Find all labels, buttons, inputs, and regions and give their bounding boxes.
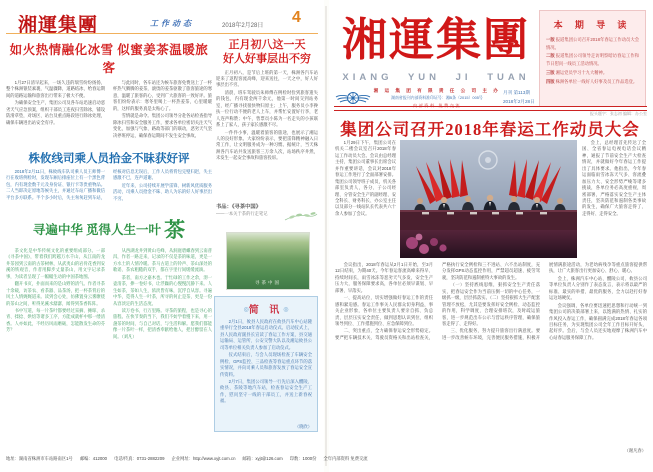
lead-article-byline: （谢凡春） (624, 448, 646, 453)
digest-item-1-label: 一版 (546, 37, 555, 42)
masthead-organizer: 湘 运 集 团 有 限 责 任 公 司 主 办 (373, 87, 501, 93)
paragraph: 一件件小事，温暖着旅客的旅途，也展示了湘运人的良好形象。大家纷纷表示，要把雷锋精神融入日常工作，让文明服务成为一种习惯。据统计，当天株洲各汽车站共发送旅客三万余人次，站场秩序井然，未发生一起安全事故和旅客投诉。 (216, 129, 318, 161)
masthead-note: 内部资料 免费交流 (412, 102, 462, 108)
digest-items (546, 36, 639, 85)
article-lost-found-headline: 株攸线司乘人员拾金不昧获好评 (28, 153, 190, 165)
footer-email: 邮箱：xyjt@126.com (242, 456, 283, 461)
footer-print-count: 印数：1000份 (289, 456, 317, 461)
article-lost-found (6, 150, 212, 215)
paragraph: 2月1日，攸县人民政府在攸县汽车中心站隆重举行全县2018年春运启动仪式。启动仪式上，县人民政府副县长宣读了春运工作方案，县交通运输局、运管所、公安交警大队以及湘运攸县公司等单位相关负责人参加了启动仪式。 (220, 319, 312, 350)
paragraph: 书中写道，每一片茶叶都要经过采摘、摊晾、杀青、揉捻、烘焙等诸多工序，方能成就杯中那一缕清香。人亦如此，不经历风雨磨砺，怎能散发生命的芬芳？ (6, 307, 105, 333)
footer-line (6, 456, 647, 462)
briefs-title (220, 301, 312, 316)
book-title-caption: 书品：《寻茶中国》 (216, 204, 262, 210)
paragraph: 近年来，公司持续开展学雷锋、树新风优质服务活动，司乘人员拾金不昧、助人为乐的好人好事层出不穷。 (113, 182, 212, 201)
circle-deco-icon-left: ◎ (243, 307, 249, 313)
digest-item-3-text: 湘运党员学习十九大精神。 (555, 69, 608, 75)
paragraph: 一、提高站位，切实增强做好春运工作的责任感和紧迫感。春运工作事关人民群众切身利益，事关企业形象，各单位主要负责人要亲自抓、负总责，层层压实安全责任，做到思想认识到位、组织领导到位、工作措施到位、应急保障到位。 (335, 295, 433, 326)
paragraph: 清晨，班车驾驶员朱师傅在例检时捡到旅客遗失的钱包，内有现金两千余元，他第一时间交到站务室，经广播寻找很快物归原主；上午，服务员小李搀扶一位行动不便的老人上车，并帮忙安置好行李，老人连声称赞；中午，售票员小陈为一名走失的小孩联系上了家人，孩子家长感激不尽。 (216, 89, 318, 128)
digest-item-4 (546, 78, 639, 86)
footer-note: 全年内部资料 免费交流 (323, 456, 368, 461)
book-cover-image (226, 232, 310, 290)
briefs-box (214, 296, 318, 432)
masthead-pinyin: XIANG YUN JI TUAN (342, 72, 530, 83)
footer-postcode: 邮编：412000 (79, 456, 108, 461)
footer-phone: 电话/传真：0731-2882209 (114, 456, 165, 461)
digest-title: 本 期 导 读 (553, 20, 632, 30)
left-page-number: 4 (292, 9, 301, 26)
paragraph: 会上，株洲汽车中心站、醴陵公司、攸县公司等单位负责人分别作了表态发言，表示将以最严的标准、最实的举措、最优的服务，全力以赴打好春运这场硬仗。 (549, 275, 647, 301)
tea-branch-icon (284, 204, 318, 231)
book-recommendation (216, 202, 318, 231)
article-tea-essay-headline (6, 214, 212, 244)
article-new-year-deeds (216, 38, 318, 198)
digest-box (539, 10, 646, 107)
lead-article-col4 (582, 140, 646, 258)
paragraph: 会上，总经理首先传达了全国、全省春运电视电话会议精神，通报了节前安全生产大检查情况，并就做好今年春运工作提出了具体要求。他指出，今年春运面临雨雪冰冻天气多、客流叠加压力大、安全形势严峻等诸多挑战，各单位务必高度重视，周密部署，严格落实安全生产主体责任，坚决防范和遏制各类事故的发生，确保广大旅客走得了、走得好、走得安全。 (582, 140, 646, 216)
paragraph: 读万卷书，行万里路。寻茶的旅程，也是寻心的旅程。在快节奏的当下，我们不妨学着慢下来，用一盏茶的时间，与自己对话，与生活和解。愿我们都能像一片茶叶一样，把清香奉献给他人，把甘醇留在人间。（刘凡） (113, 307, 212, 339)
briefs-body (220, 319, 312, 423)
digest-item-2-text: 报道集团公司领导走访明察暗访春运工作和节日慰问一线员工活动情况。 (546, 53, 640, 67)
tea-headline-text: 寻遍中华 觅得人生一叶 (32, 223, 161, 237)
paragraph: 仪式结束后，与会人员现场检查了车辆安全例检、GPS监控、三品检查等春运重点环节的落实情况，并向司乘人员和旅客发放了春运安全宣传资料。 (220, 352, 312, 377)
masthead-license: 湖南省报刊内部资料准印证号：湘B条（2015）005号 (391, 95, 483, 100)
masthead-issue-date: 2018年2月28日 (503, 99, 535, 104)
digest-item-1 (546, 36, 639, 51)
lead-article-col1 (335, 140, 396, 258)
left-page-brand: 湘運集團 (18, 15, 99, 36)
paragraph: 1月29日下午，集团公司在机关二楼会议室召开2018年春运工作动员大会。会议由总经理主持，集团公司董事长出席会议并作重要讲话，会议对2018年春运工作进行了全面部署安排。集团公司领导班子成员，机关各部室负责人，各分、子公司经理、分管安全生产的副经理、安全科长、财务科长、办公室主任以及部分一线站队长代表共六十余人参加了会议。 (335, 140, 396, 216)
left-page-section-title: 工作动态 (150, 19, 194, 28)
left-page-date: 2018年2月28日 (222, 23, 264, 29)
masthead-credits: 报头题字：张志初 编辑：办公室 (589, 111, 647, 116)
page-gutter (325, 6, 327, 466)
digest-item-2-label: 二版 (546, 53, 555, 59)
paragraph: （一）坚持底线思维，狠抓安全生产责任落实，把春运安全作为当前压倒一切的中心任务，一级抓一级，层层抓落实。（二）坚持狠抓大生产配套管理不放松，尤其是要发挥好安全例检、动态监控的作用，科学调度，合理安排班次，及时疏运旅客，进一步规范出车公示与营运秩序管理，确保旅客走得了、走得好。 (442, 282, 540, 326)
new-year-headline-line2: 好人好事层出不穷 (223, 53, 311, 66)
paragraph: 2月7日，集团公司领导一行先后深入醴陵、攸县、茶陵等地汽车站，检查春运安全生产工作，慰问坚守一线的干部员工，并送上新春祝福。 (220, 378, 312, 404)
article-tea-essay (6, 214, 212, 452)
briefs-title-text: 简 讯 (248, 305, 284, 316)
footer-website: 企业网址：http://www.xyjt.com.cn (171, 456, 236, 461)
book-cover-title: 寻茶中国 (255, 280, 281, 285)
paragraph: 为确保安全生产，集团公司及各车站迅速启动恶劣天气应急预案，组织干部员工连夜扫雪除冰，铺设防滑草垫，对场区、站台及重点路段进行除冰处理，确保车辆进出站安全有序。 (6, 100, 105, 125)
digest-item-2 (546, 52, 639, 67)
paragraph: 翻开书页，扑面而来的是山野的清气。作者寻茶十余载，访茶农、看茶器、品茶汤，把一杯茶背后的风土人情娓娓道来。读到会心处，仿佛置身云雾缭绕的茶山之间，听得见溪水潺潺，闻得到茶香阵阵。 (6, 281, 105, 306)
paragraph: 2018年2月11日，株攸线车队司乘人员王师傅一行在收班例检时，发现车厢后排座位上有一个黑色背包，内有现金数千元及身份证、银行卡等贵重物品。二人当即决定原地等候失主，并通过车站广播和微信平台多方联系。半个多小时后，失主匆匆赶到车站，经核对信息无误后，工作人员将背包完璧归赵，失主感激不已，连声道谢。 (6, 169, 212, 200)
paragraph: 正月初八，是节后上班的第一天，株洲各汽车站迎来了返程客流高峰，迎来送往，一天之中，好人好事层出不穷。 (216, 69, 318, 88)
digest-item-1-text: 报道集团公司召开2018年春运工作动员大会情况。 (546, 37, 640, 50)
paragraph: 1月27日清早起来，一场久违的瑞雪纷纷扬扬，整个株洲银装素裹，气温骤降，道路结冰，给春运期间的道路运输和旅客出行带来了极大不便。 (6, 80, 105, 98)
footer-address: 地址：湖南省株洲市车站路南区1号 (6, 456, 73, 461)
tea-headline-big-char: 茶 (164, 218, 186, 242)
lead-headline: 集团公司召开2018年春运工作动员大会 (340, 120, 640, 139)
briefs-byline: （晓欣） (294, 424, 312, 429)
article-new-year-body (216, 70, 318, 198)
paragraph: 雪情就是命令。集团公司领导分赴各站检查指导除冰扫雪和安全服务工作，要求各单位密切关注天气变化，加强与气象、路政等部门的联动，恶劣天气坚决停班停运，确保春运期间不发生安全事故。 (113, 113, 212, 138)
left-page (0, 0, 324, 472)
meeting-photo (400, 140, 577, 258)
paragraph: 会议指出，2018年春运从2月1日开始，至3月12日结束，为期40天。今年春运客流高峰来得早、持续时间长，雨雪冰冻等恶劣天气多发，安全生产压力大，服务保障要求高，各单位必须早谋划、早部署、早落实。 (335, 262, 433, 293)
circle-deco-icon-right: ◎ (283, 307, 289, 313)
digest-item-4-label: 四版 (546, 78, 555, 84)
lead-article-bottom-columns (335, 262, 647, 450)
paragraph: 茶文化是中华传统文化的重要组成部分。一部《寻茶中国》，带着我们跨越万水千山，从江南的龙井茶园到云南的古茶树林，从武夷山的岩骨花香到安溪的铁观音，作者用脚步丈量茶山，用文字记录茶事，为读者呈现了一幅幅生动的中国茶地图。 (6, 248, 105, 279)
paragraph: 与此同时，各车站还为候车旅客免费送上了一杯杯热气腾腾的姜茶，滚烫的姜茶驱散了旅客旅途的寒意，温暖了旅客的心，受到广大旅客的一致好评。旅客们纷纷表示：寒冬里喝上一杯热姜茶，心里暖暖的，这样的服务真是太贴心了。 (113, 80, 212, 111)
digest-item-4-text: 株洲各单位一线好人好事及员工作品选登。 (555, 78, 638, 84)
paragraph: 茶者，南方之嘉木也。于忙碌的工作之余，沏一壶清茶，捧一卷好书，让浮躁的心慢慢沉静下来。人生如茶，茶如人生，浓淡皆有味，沉浮自从容。寻遍中华，觅得人生一叶茶，所寻的何止是茶，更是一份从容淡定的生活态度。 (113, 274, 212, 306)
paragraph: 会议强调，各单位要迅速把思想和行动统一到集团公司的决策部署上来，以饱满的热情、扎实的作风投入春运工作，确保圆满完成2018年春运各项目标任务，为实现集团公司全年工作目标开好头、起好步。会后，与会人员还实地观摩了株洲汽车中心站春运服务保障工作。 (549, 302, 647, 340)
article-ginger-tea (6, 40, 212, 168)
masthead-issue-block (503, 89, 547, 106)
new-year-headline-line1: 正月初八这一天 (228, 39, 306, 51)
article-lost-found-body (6, 169, 212, 215)
paragraph: 从西湖龙井到黄山毛峰，从洞庭碧螺春到云南普洱，作者一路走来，记录的不仅是茶的味道，更是一方水土的人情冷暖。茶马古道上的铃声、茶山深处的歌谣、茶农粗糙的双手，都在字里行间缓缓流淌。 (113, 248, 212, 273)
book-subtitle-caption: ——一本关于茶的行走笔记 (216, 211, 268, 216)
article-new-year-headline (216, 38, 318, 67)
paragraph: 二、突出重点，全力确保春运安全形势稳定。要严把车辆技术关、驾驶员资格关和出站检查关，严格执行安全例检和三不进站、六不出站制度，充分发挥GPS动态监控作用，严禁超员超速、疲劳驾驶，坚决防范和遏制重特大事故的发生。 (335, 262, 540, 340)
article-tea-essay-body (6, 248, 212, 452)
article-ginger-tea-headline: 如火热情融化冰雪 似蜜姜茶温暖旅客 (9, 43, 209, 75)
paragraph: 三、优化服务，努力提升旅客出行满意度。要进一步改善候车环境，完善便民服务措施，积极开展情满旅途活动，为老幼病残孕等重点旅客提供帮扶，让广大旅客出行更加安心、舒心、暖心。 (442, 262, 647, 340)
right-page (329, 0, 653, 472)
digest-item-3 (546, 69, 639, 77)
masthead-issue-number: 月刊 第113期 (503, 90, 530, 96)
masthead-brand: 湘運集團 (341, 15, 530, 65)
left-header-rule (6, 33, 318, 34)
digest-item-3-label: 三版 (546, 69, 555, 75)
